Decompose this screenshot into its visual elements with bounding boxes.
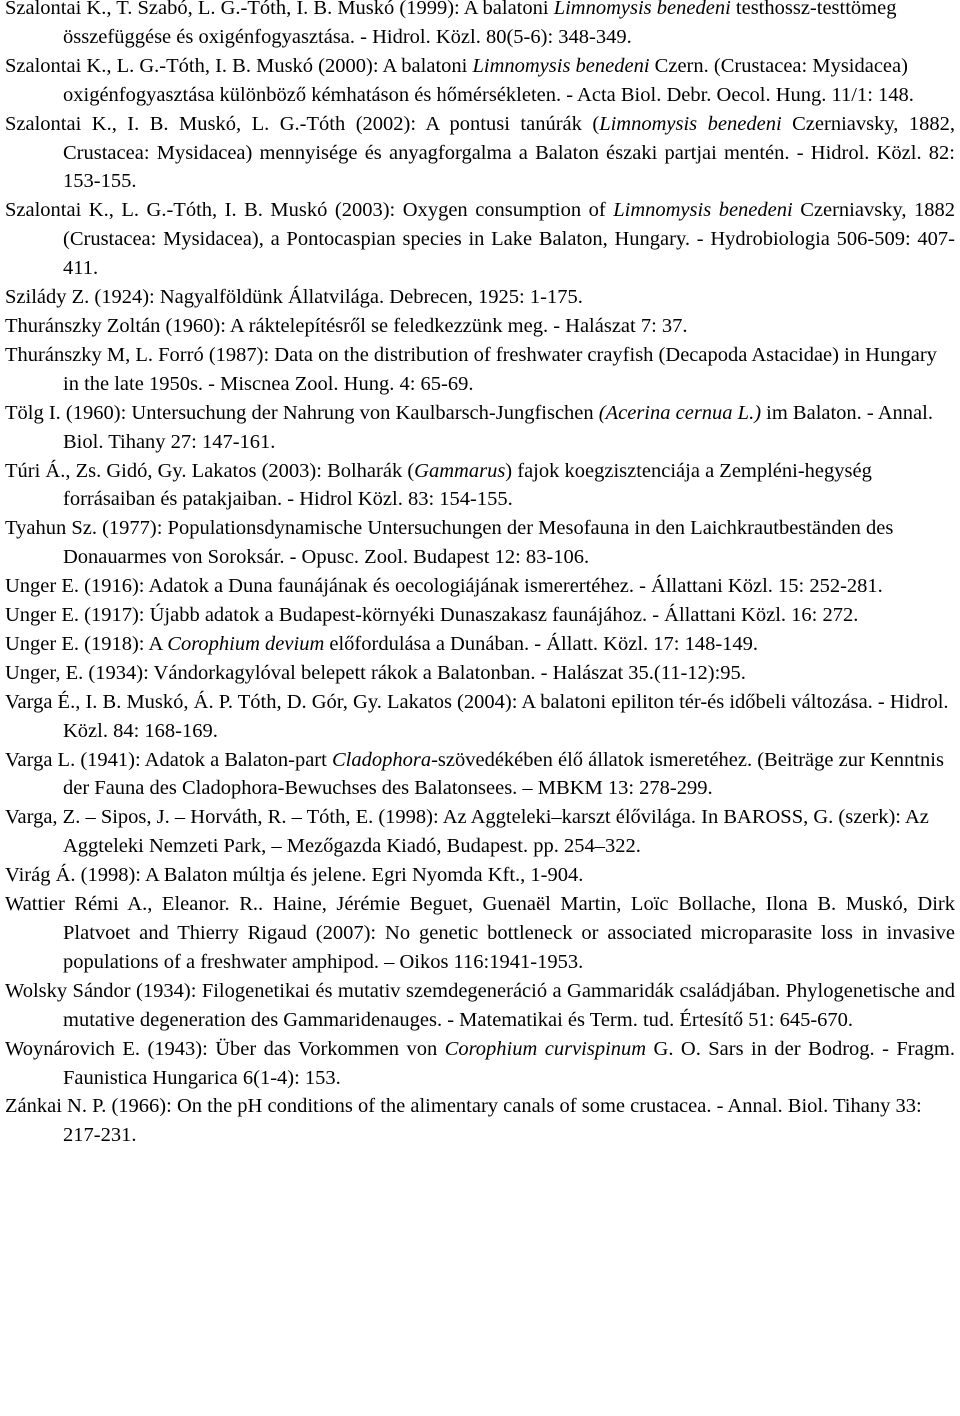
reference-entry [5,977,955,1035]
reference-text: Unger E. (1918): A [5,632,168,655]
reference-text: Szalontai K., I. B. Muskó, L. G.-Tóth (2002): A pontusi tanúrák ( [5,112,600,135]
reference-text: Unger E. (1917): Újabb adatok a Budapest-környéki Dunaszakasz faunájához. - Állattani Közl. 16: 272. [5,604,859,627]
reference-text: Varga É., I. B. Muskó, Á. P. Tóth, D. Gór, Gy. Lakatos (2004): A balatoni epiliton tér-és időbeli változása. - Hidrol. Közl. 84: 168-169. [5,690,949,742]
reference-text: előfordulása a Dunában. - Állatt. Közl. 17: 148-149. [324,632,759,655]
reference-list [5,0,955,1150]
reference-italic-text: Limnomysis benedeni [599,112,782,135]
reference-italic-text: Corophium devium [167,632,325,655]
reference-text: Wattier Rémi A., Eleanor. R.. Haine, Jérémie Beguet, Guenaël Martin, Loïc Bollache, Ilona B. Muskó, Dirk Platvoet and Thierry Rigaud (2007): No genetic bottleneck or associated microparasite loss in invasive populations of a freshwater amphipod. – Oikos 116:1941-1953. [5,893,955,973]
reference-entry [5,803,955,861]
reference-text: Czern. (Crustacea: Mysidacea) oxigénfogyasztása különböző kémhatáson és hőmérsékleten. - Acta Biol. Debr. Oecol. Hung. 11/1: 148. [63,54,914,106]
reference-entry [5,312,955,341]
reference-entry [5,0,955,52]
reference-text: -szövedékében élő állatok ismeretéhez. (Beiträge zur Kenntnis der Fauna des Cladophora-Bewuchses des Balatonsees. – MBKM 13: 278-299. [63,748,944,800]
reference-italic-text: Limnomysis benedeni [472,54,650,77]
reference-entry [5,659,955,688]
reference-entry [5,399,955,457]
reference-entry [5,890,955,977]
reference-text: im Balaton. - Annal. Biol. Tihany 27: 147-161. [63,401,933,453]
reference-text: Varga L. (1941): Adatok a Balaton-part [5,748,332,771]
reference-entry [5,283,955,312]
reference-entry [5,601,955,630]
reference-entry [5,688,955,746]
reference-text: Szilády Z. (1924): Nagyalföldünk Állatvilága. Debrecen, 1925: 1-175. [5,286,583,309]
reference-text: testhossz-testtömeg összefüggése és oxigénfogyasztása. - Hidrol. Közl. 80(5-6): 348-349. [63,0,897,48]
reference-text: Szalontai K., L. G.-Tóth, I. B. Muskó (2000): A balatoni [5,54,473,77]
reference-text: Unger, E. (1934): Vándorkagylóval belepett rákok a Balatonban. - Halászat 35.(11-12):95. [5,661,746,684]
reference-text: Szalontai K., L. G.-Tóth, I. B. Muskó (2003): Oxygen consumption of [5,199,614,222]
reference-entry [5,630,955,659]
reference-text: Woynárovich E. (1943): Über das Vorkommen von [5,1037,445,1060]
reference-italic-text: Gammarus [414,459,506,482]
reference-italic-text: Limnomysis benedeni [613,199,793,222]
reference-text: Thuránszky Zoltán (1960): A ráktelepítésről se feledkezzünk meg. - Halászat 7: 37. [5,314,688,337]
reference-text: Zánkai N. P. (1966): On the pH conditions of the alimentary canals of some crustacea. - Annal. Biol. Tihany 33: 217-231. [5,1095,922,1147]
reference-entry [5,514,955,572]
reference-text: Tölg I. (1960): Untersuchung der Nahrung von Kaulbarsch-Jungfischen [5,401,599,424]
reference-italic-text: (Acerina cernua L.) [598,401,762,424]
reference-entry [5,1092,955,1150]
reference-entry [5,457,955,515]
reference-text: Szalontai K., T. Szabó, L. G.-Tóth, I. B. Muskó (1999): A balatoni [5,0,554,19]
reference-entry [5,110,955,197]
reference-entry [5,746,955,804]
reference-entry [5,196,955,283]
reference-text: Varga, Z. – Sipos, J. – Horváth, R. – Tóth, E. (1998): Az Aggteleki–karszt élővilága. In BAROSS, G. (szerk): Az Aggteleki Nemzeti Park, – Mezőgazda Kiadó, Budapest. pp. 254–322. [5,806,929,858]
reference-italic-text: Cladophora [331,748,432,771]
reference-text: Tyahun Sz. (1977): Populationsdynamische Untersuchungen der Mesofauna in den Laichkrautbeständen des Donauarmes von Soroksár. - Opusc. Zool. Budapest 12: 83-106. [5,517,894,569]
reference-text: G. O. Sars in der Bodrog. - Fragm. Faunistica Hungarica 6(1-4): 153. [63,1037,956,1089]
reference-italic-text: Corophium curvispinum [444,1037,647,1060]
reference-text: Czerniavsky, 1882 (Crustacea: Mysidacea), a Pontocaspian species in Lake Balaton, Hungary. - Hydrobiologia 506-509: 407-411. [63,199,955,280]
reference-italic-text: Limnomysis benedeni [553,0,731,19]
reference-text: ) fajok koegzisztenciája a Zempléni-hegység forrásaiban és patakjaiban. - Hidrol Közl. 83: 154-155. [63,459,872,511]
reference-text: Wolsky Sándor (1934): Filogenetikai és mutativ szemdegeneráció a Gammaridák családjában. Phylogenetische and mutative degeneration des Gammaridenauges. - Matematikai és Term. tud. Értesítő 51: 645-670. [5,979,955,1031]
reference-text: Unger E. (1916): Adatok a Duna faunájának és oecologiájának ismerertéhez. - Állattani Közl. 15: 252-281. [5,575,883,598]
reference-entry [5,572,955,601]
reference-text: Túri Á., Zs. Gidó, Gy. Lakatos (2003): Bolharák ( [5,459,415,482]
reference-entry [5,52,955,110]
reference-text: Czerniavsky, 1882, Crustacea: Mysidacea) mennyisége és anyagforgalma a Balaton északi partjai mentén. - Hidrol. Közl. 82: 153-155. [63,112,956,193]
reference-text: Thuránszky M, L. Forró (1987): Data on the distribution of freshwater crayfish (Decapoda Astacidae) in Hungary in the late 1950s. - Miscnea Zool. Hung. 4: 65-69. [5,343,937,395]
reference-entry [5,341,955,399]
reference-entry [5,861,955,890]
reference-text: Virág Á. (1998): A Balaton múltja és jelene. Egri Nyomda Kft., 1-904. [5,864,584,887]
reference-entry [5,1035,955,1093]
